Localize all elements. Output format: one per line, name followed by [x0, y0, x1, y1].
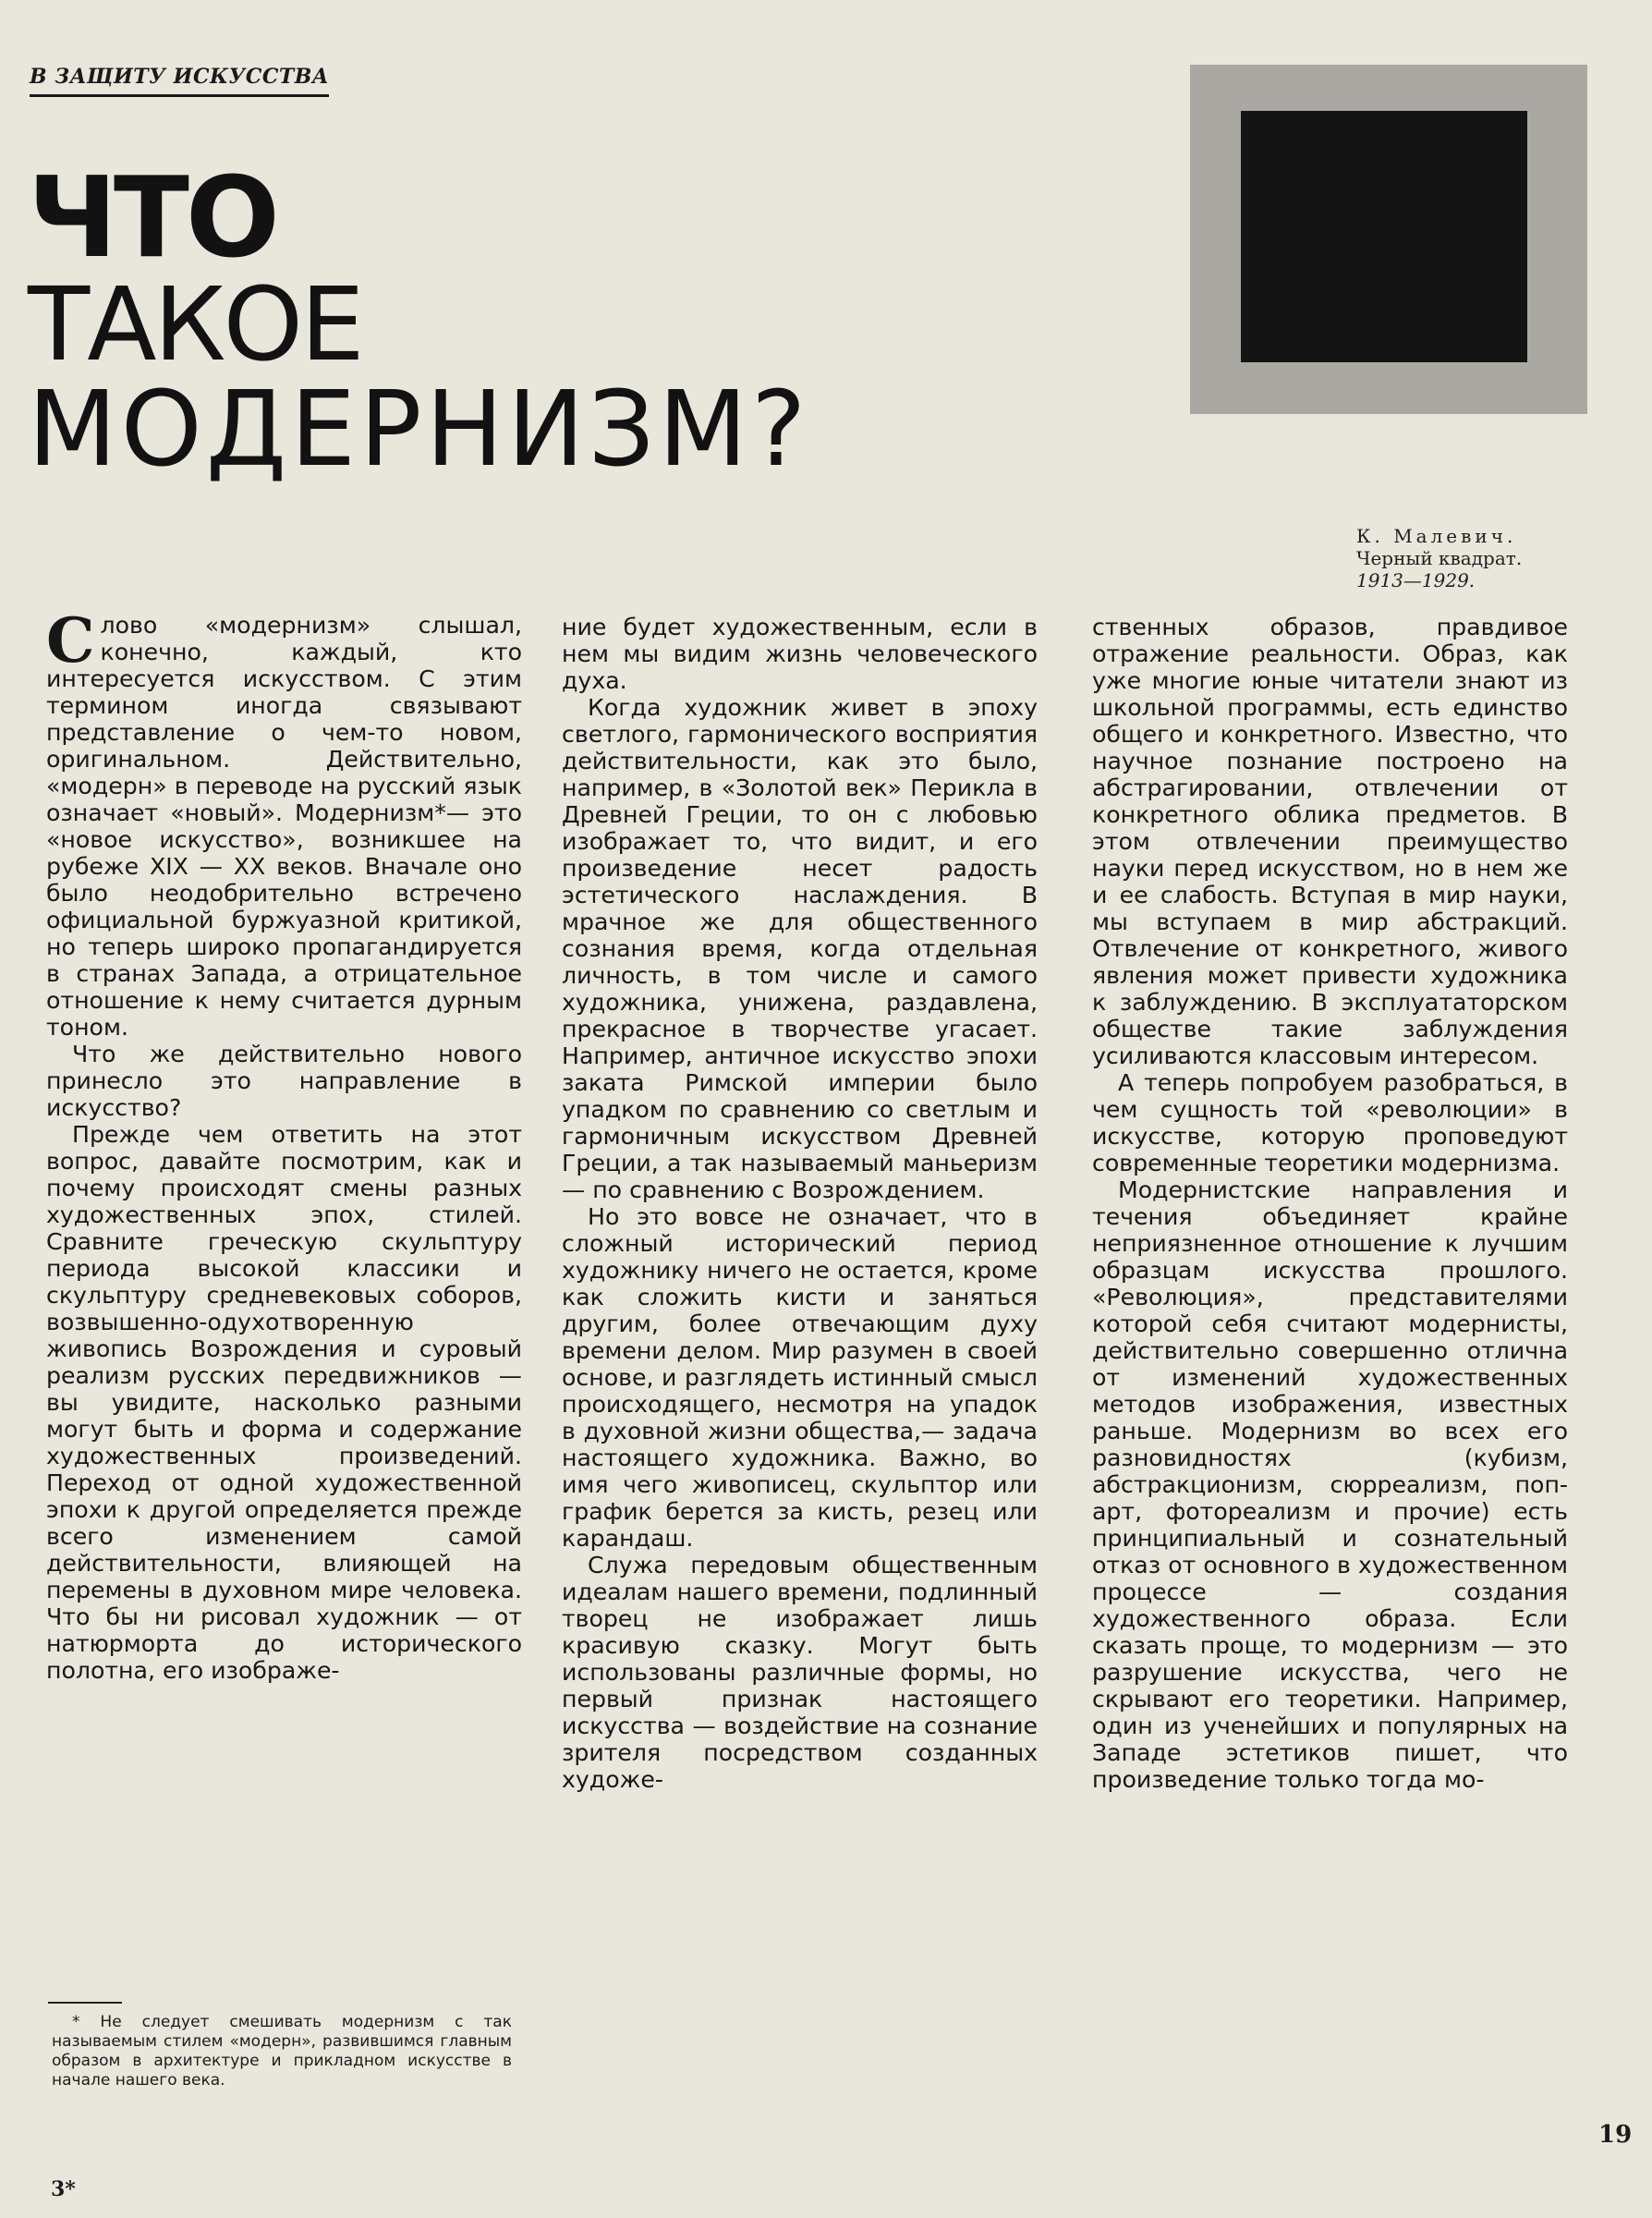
painting-image	[1190, 65, 1587, 414]
text-column-3	[1092, 614, 1568, 1793]
paragraph: Когда художник живет в эпоху светлого, гармонического восприятия действительности, как это было, например, в «Золотой век» Перикла в Древней Греции, то он с любовью изображает то, что видит, и его произведение несет радость эстетического наслаждения. В мрачное же для общественного сознания время, когда отдельная личность, в том числе и самого художника, унижена, раздавлена, прекрасное в творчестве угасает. Например, античное искусство эпохи заката Римской империи было упадком по сравнению со светлым и гармоничным искусством Древней Греции, а так называемый маньеризм — по сравнению с Возрождением.	[562, 694, 1038, 1203]
footnote: * Не следует смешивать модернизм с так называемым стилем «модерн», развившимся главным образом в архитектуре и прикладном искусстве в начале нашего века.	[52, 2013, 512, 2090]
paragraph	[46, 604, 522, 1041]
article-title	[28, 154, 1118, 491]
paragraph-text: лово «модернизм» слышал, конечно, каждый, кто интересуется искусством. С этим термином иногда связывают представление о чем-то новом, оригинальном. Действительно, «модерн» в переводе на русский язык означает «новый». Модернизм*— это «новое искусство», возникшее на рубеже XIX — XX веков. Вначале оно было неодобрительно встречено официальной буржуазной критикой, но теперь широко пропагандируется в странах Запада, а отрицательное отношение к нему считается дурным тоном.	[46, 612, 522, 1041]
drop-cap: С	[46, 604, 95, 676]
black-square-figure	[1241, 111, 1527, 362]
caption-author: К. Малевич.	[1356, 525, 1517, 547]
title-line-2: ТАКОЕ	[28, 264, 362, 384]
paragraph: ственных образов, правдивое отражение реальности. Образ, как уже многие юные читатели знают из школьной программы, есть единство общего и конкретного. Известно, что научное познание построено на абстрагировании, отвлечении от конкретного облика предметов. В этом отвлечении преимущество науки перед искусством, но в нем же и ее слабость. Вступая в мир науки, мы вступаем в мир абстракций. Отвлечение от конкретного, живого явления может привести художника к заблуждению. В эксплуататорском обществе такие заблуждения усиливаются классовым интересом.	[1092, 614, 1568, 1069]
paragraph: Служа передовым общественным идеалам нашего времени, подлинный творец не изображает лишь красивую сказку. Могут быть использованы различные формы, но первый признак настоящего искусства — воздействие на сознание зрителя посредством созданных художе-	[562, 1552, 1038, 1793]
caption-years: 1913—1929.	[1356, 569, 1476, 591]
text-column-2	[562, 614, 1038, 1793]
paragraph: Но это вовсе не означает, что в сложный исторический период художнику ничего не остается, кроме как сложить кисти и заняться другим, более отвечающим духу времени делом. Мир разумен в своей основе, и разглядеть истинный смысл происходящего, несмотря на упадок в духовной жизни общества,— задача настоящего художника. Важно, во имя чего живописец, скульптор или график берется за кисть, резец или карандаш.	[562, 1203, 1038, 1552]
title-line-3: МОДЕРНИЗМ?	[28, 370, 810, 491]
paragraph: Что же действительно нового принесло это направление в искусство?	[46, 1041, 522, 1121]
page-number: 19	[1598, 2121, 1633, 2149]
paragraph: Прежде чем ответить на этот вопрос, давайте посмотрим, как и почему происходят смены разных художественных эпох, стилей. Сравните греческую скульптуру периода высокой классики и скульптуру средневековых соборов, возвышенно-одухотворенную живопись Возрождения и суровый реализм русских передвижников — вы увидите, насколько разными могут быть и форма и содержание художественных произведений. Переход от одной художественной эпохи к другой определяется прежде всего изменением самой действительности, влияющей на перемены в духовном мире человека. Что бы ни рисовал художник — от натюрморта до исторического полотна, его изображе-	[46, 1121, 522, 1684]
figure-caption	[1356, 525, 1634, 591]
section-rubric: В ЗАЩИТУ ИСКУССТВА	[30, 65, 329, 97]
title-line-1: ЧТО	[28, 154, 276, 283]
footnote-divider	[48, 2002, 122, 2004]
paragraph: Модернистские направления и течения объединяет крайне неприязненное отношение к лучшим образцам искусства прошлого. «Революция», представителями которой себя считают модернисты, действительно совершенно отлична от изменений художественных методов изображения, известных раньше. Модернизм во всех его разновидностях (кубизм, абстракционизм, сюрреализм, поп-арт, фотореализм и прочие) есть принципиальный и сознательный отказ от основного в художественном процессе — создания художественного образа. Если сказать проще, то модернизм — это разрушение искусства, чего не скрывают его теоретики. Например, один из ученейших и популярных на Западе эстетиков пишет, что произведение только тогда мо-	[1092, 1176, 1568, 1793]
caption-work: Черный квадрат.	[1356, 547, 1523, 569]
paragraph: А теперь попробуем разобраться, в чем сущность той «революции» в искусстве, которую проповедуют современные теоретики модернизма.	[1092, 1069, 1568, 1176]
text-column-1	[46, 604, 522, 1684]
signature-mark: 3*	[51, 2177, 76, 2201]
paragraph: ние будет художественным, если в нем мы видим жизнь человеческого духа.	[562, 614, 1038, 694]
